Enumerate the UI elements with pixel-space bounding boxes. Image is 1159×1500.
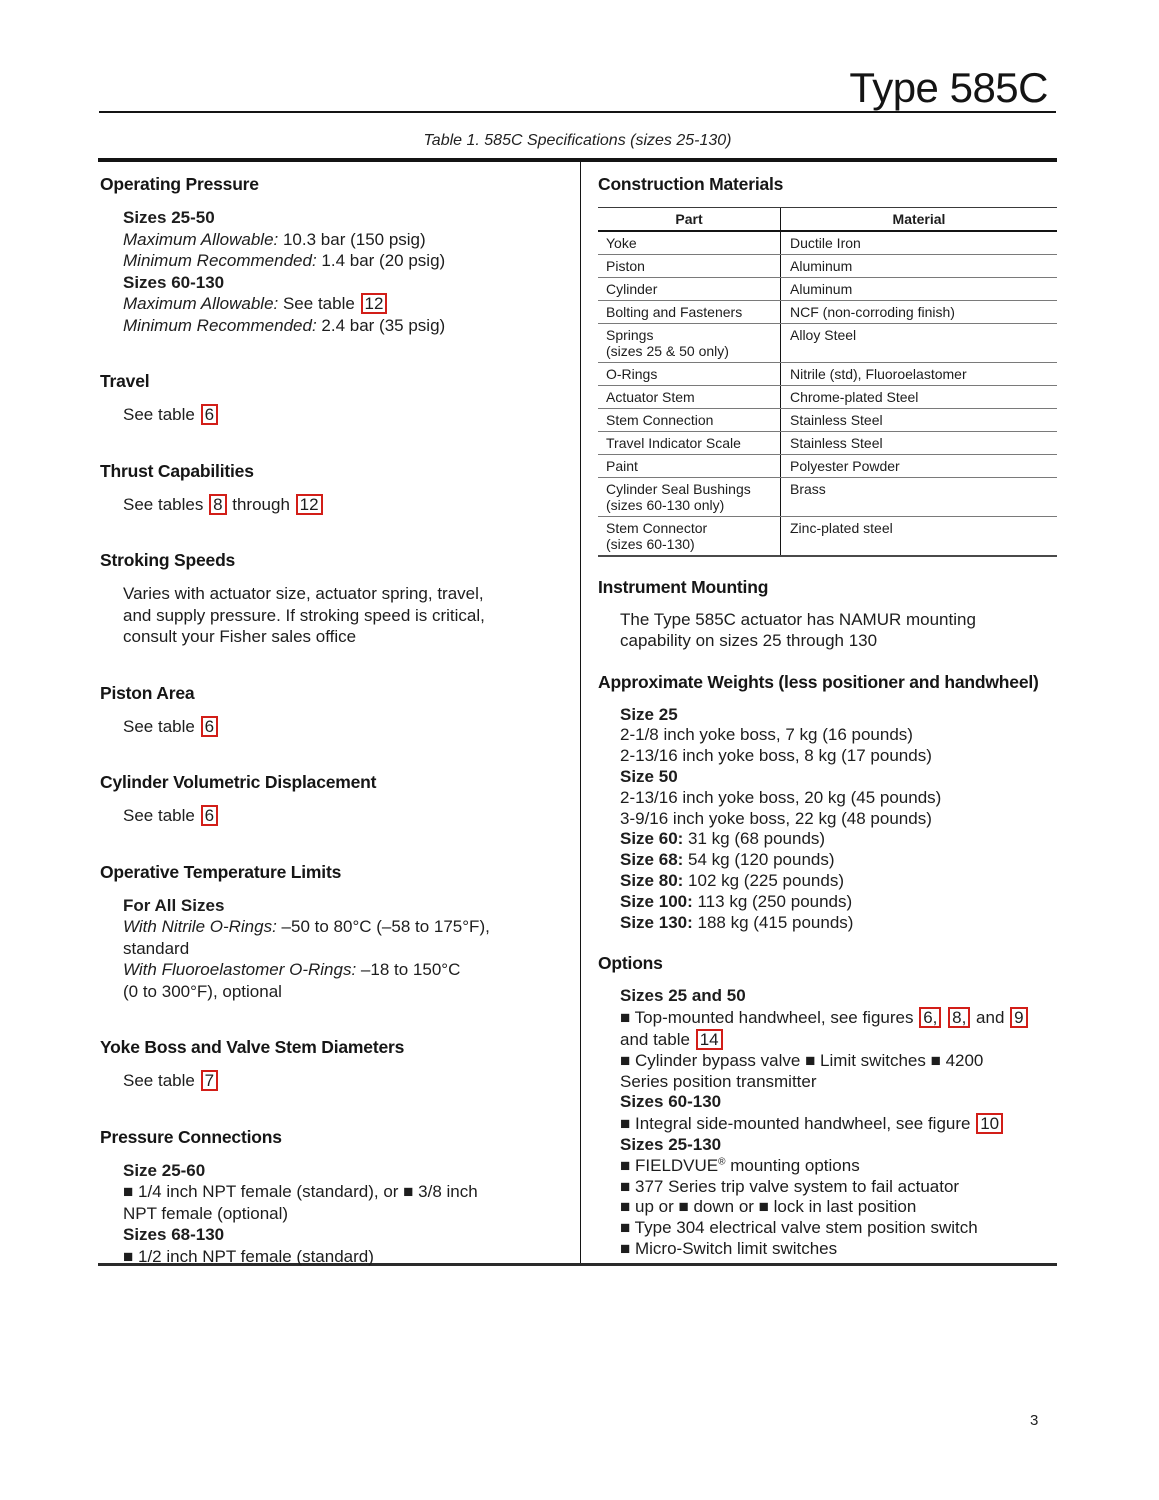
text-span: 2-13/16 inch yoke boss, 20 kg (45 pounds): [620, 787, 942, 807]
text-line: [123, 916, 562, 938]
part-line: Stem Connector: [606, 520, 708, 536]
text-span: 2.4 bar (35 psig): [316, 315, 446, 335]
bold-text: Size 25-60: [123, 1160, 206, 1180]
header-rule: [99, 111, 1056, 113]
cross-reference-link[interactable]: 14: [696, 1029, 723, 1050]
cross-reference-link[interactable]: 6,: [919, 1007, 941, 1028]
text-line: [620, 809, 1051, 830]
page-number: 3: [1030, 1412, 1039, 1429]
text-line: [620, 767, 1051, 788]
italic-text: With Nitrile O-Rings:: [123, 917, 277, 936]
cross-reference-link[interactable]: 8: [209, 494, 226, 515]
section-heading: Options: [598, 953, 663, 974]
part-cell: [598, 301, 780, 323]
page-title: Type 585C: [849, 64, 1048, 111]
section-body: [100, 895, 562, 1003]
text-span: 102 kg (225 pounds): [683, 870, 844, 890]
materials-row: [598, 517, 1057, 557]
text-span: (0 to 300°F), optional: [123, 981, 282, 1001]
text-line: [620, 1156, 1051, 1177]
text-line: [123, 626, 562, 648]
text-line: [620, 705, 1051, 726]
text-span: 10.3 bar (150 psig): [278, 229, 426, 249]
text-line: [123, 272, 562, 294]
part-line: Actuator Stem: [606, 389, 695, 405]
part-cell: [598, 324, 780, 362]
text-span: 54 kg (120 pounds): [683, 850, 835, 870]
text-span: ■ Type 304 electrical valve stem position switch: [620, 1218, 978, 1238]
material-cell: NCF (non-corroding finish): [780, 301, 1057, 323]
bold-text: Size 68:: [620, 850, 684, 870]
material-cell: Chrome-plated Steel: [780, 386, 1057, 408]
text-span: 3-9/16 inch yoke boss, 22 kg (48 pounds): [620, 808, 932, 828]
cross-reference-link[interactable]: 9: [1010, 1007, 1027, 1028]
spec-section: [100, 683, 562, 738]
registered-trademark-symbol: ®: [718, 1156, 726, 1168]
spec-section: [598, 577, 1051, 652]
section-body: [100, 1070, 562, 1092]
text-span: NPT female (optional): [123, 1203, 289, 1223]
part-line: (sizes 25 & 50 only): [606, 343, 729, 359]
text-span: See table: [123, 806, 200, 825]
material-cell: Stainless Steel: [780, 409, 1057, 431]
text-line: [620, 1135, 1051, 1156]
part-cell: [598, 386, 780, 408]
text-span: Series position transmitter: [620, 1071, 817, 1091]
bold-text: Size 60:: [620, 829, 684, 849]
text-line: [123, 293, 562, 315]
section-body: [100, 716, 562, 738]
text-line: [123, 1070, 562, 1092]
text-span: ■ 377 Series trip valve system to fail actuator: [620, 1176, 960, 1196]
text-span: ■ up or ■ down or ■ lock in last position: [620, 1197, 917, 1217]
section-body: [100, 494, 562, 516]
spec-section: [100, 550, 562, 648]
spec-section: [598, 672, 1051, 934]
materials-header-row: [598, 208, 1057, 232]
text-line: [620, 1092, 1051, 1113]
section-body: [100, 805, 562, 827]
text-line: [123, 716, 562, 738]
text-span: [942, 1008, 947, 1027]
bold-text: Size 25: [620, 704, 678, 724]
text-line: [123, 1203, 562, 1225]
text-span: ■ Top-mounted handwheel, see figures: [620, 1008, 919, 1028]
text-line: [123, 959, 562, 981]
section-body: [598, 986, 1051, 1259]
bold-text: Size 130:: [620, 912, 693, 932]
materials-row: [598, 255, 1057, 278]
material-cell: Polyester Powder: [780, 455, 1057, 477]
section-heading: Operative Temperature Limits: [100, 861, 342, 882]
text-line: [620, 1007, 1051, 1029]
section-heading: Pressure Connections: [100, 1126, 282, 1147]
text-span: consult your Fisher sales office: [123, 627, 357, 646]
bold-text: Sizes 60-130: [123, 272, 225, 292]
text-span: mounting options: [725, 1155, 860, 1175]
part-line: Yoke: [606, 235, 637, 251]
materials-table: [598, 207, 1057, 557]
spec-section: [100, 461, 562, 516]
column-divider: [580, 162, 581, 1263]
text-span: standard: [123, 938, 190, 958]
text-line: [123, 938, 562, 960]
material-cell: Aluminum: [780, 278, 1057, 300]
text-line: [620, 725, 1051, 746]
text-line: [620, 986, 1051, 1007]
cross-reference-link[interactable]: 8,: [948, 1007, 970, 1028]
part-line: (sizes 60-130 only): [606, 497, 725, 513]
text-span: See table: [278, 294, 360, 313]
text-span: 188 kg (415 pounds): [692, 912, 854, 932]
text-span: 31 kg (68 pounds): [683, 829, 826, 849]
part-line: Stem Connection: [606, 412, 714, 428]
section-heading: Stroking Speeds: [100, 550, 236, 570]
bold-text: Size 50: [620, 766, 678, 786]
material-cell: Ductile Iron: [780, 232, 1057, 254]
text-line: [620, 746, 1051, 767]
italic-text: With Fluoroelastomer O-Rings:: [123, 960, 357, 979]
materials-row: [598, 478, 1057, 517]
text-span: –50 to 80°C (–58 to 175°F),: [276, 917, 490, 936]
cross-reference-link[interactable]: 6: [201, 805, 218, 826]
section-heading: Cylinder Volumetric Displacement: [100, 772, 377, 792]
materials-row: [598, 363, 1057, 386]
section-heading: Approximate Weights (less positioner and handwheel): [598, 671, 1039, 692]
material-cell: Nitrile (std), Fluoroelastomer: [780, 363, 1057, 385]
part-column-header: Part: [675, 211, 703, 227]
part-line: Springs: [606, 327, 654, 343]
part-line: (sizes 60-130): [606, 536, 695, 552]
material-cell: Brass: [780, 478, 1057, 516]
spec-section: [100, 371, 562, 426]
material-cell: Alloy Steel: [780, 324, 1057, 362]
text-span: and: [971, 1008, 1010, 1028]
italic-text: Maximum Allowable:: [123, 294, 279, 313]
text-line: [620, 1113, 1051, 1135]
spec-section: [100, 862, 562, 1003]
cross-reference-link[interactable]: 6: [201, 404, 218, 425]
italic-text: Minimum Recommended:: [123, 251, 317, 270]
text-line: [123, 229, 562, 251]
materials-row: [598, 409, 1057, 432]
part-cell: [598, 255, 780, 277]
section-heading: Thrust Capabilities: [100, 460, 254, 481]
material-cell: Stainless Steel: [780, 432, 1057, 454]
table-caption: Table 1. 585C Specifications (sizes 25-130): [423, 132, 732, 149]
part-cell: [598, 432, 780, 454]
part-cell: [598, 517, 780, 555]
section-heading: Travel: [100, 371, 150, 391]
text-line: [620, 1239, 1051, 1260]
materials-row: [598, 232, 1057, 255]
cross-reference-link[interactable]: 7: [201, 1070, 218, 1091]
text-line: [123, 207, 562, 229]
text-line: [620, 788, 1051, 809]
specifications-table: [98, 158, 1057, 1266]
text-span: through: [227, 494, 295, 514]
material-cell: Aluminum: [780, 255, 1057, 277]
text-span: –18 to 150°C: [356, 960, 461, 979]
materials-row: [598, 278, 1057, 301]
text-span: 2-13/16 inch yoke boss, 8 kg (17 pounds): [620, 746, 932, 766]
bold-text: Size 80:: [620, 870, 684, 890]
section-body: [100, 583, 562, 648]
text-line: [620, 1029, 1051, 1051]
text-span: See tables: [123, 494, 209, 514]
text-span: ■ Cylinder bypass valve ■ Limit switches ■ 4200: [620, 1050, 984, 1070]
left-column: [98, 162, 580, 1302]
spec-section: [100, 772, 562, 827]
text-line: [123, 1181, 562, 1203]
section-heading: Instrument Mounting: [598, 577, 769, 597]
text-span: ■ 1/2 inch NPT female (standard): [123, 1246, 374, 1266]
section-body: [598, 705, 1051, 934]
part-line: Travel Indicator Scale: [606, 435, 741, 451]
bold-text: For All Sizes: [123, 895, 225, 915]
text-span: ■ Integral side-mounted handwheel, see figure: [620, 1114, 976, 1134]
bold-text: Sizes 25-50: [123, 208, 215, 227]
material-column-header: Material: [780, 208, 1057, 230]
text-line: [123, 605, 562, 627]
text-line: [123, 315, 562, 337]
text-span: ■ Micro-Switch limit switches: [620, 1238, 838, 1258]
part-cell: [598, 409, 780, 431]
text-line: [620, 871, 1051, 892]
text-line: [620, 1051, 1051, 1072]
part-line: Bolting and Fasteners: [606, 304, 743, 320]
text-line: [123, 250, 562, 272]
section-body: [100, 404, 562, 426]
italic-text: Maximum Allowable:: [123, 229, 279, 249]
text-line: [123, 805, 562, 827]
spec-section: [598, 953, 1051, 1259]
part-cell: [598, 232, 780, 254]
right-column: [581, 162, 1057, 1280]
spec-section-construction-materials: [598, 174, 1051, 557]
section-heading: Piston Area: [100, 682, 195, 703]
text-span: See table: [123, 1071, 200, 1090]
bold-text: Sizes 25 and 50: [620, 986, 746, 1006]
spec-section: [100, 174, 562, 336]
text-line: [620, 631, 1051, 652]
text-line: [620, 1072, 1051, 1093]
part-line: Piston: [606, 258, 645, 274]
cross-reference-link[interactable]: 12: [361, 293, 388, 314]
italic-text: Minimum Recommended:: [123, 315, 317, 335]
text-span: See table: [123, 716, 200, 736]
part-cell: [598, 455, 780, 477]
cross-reference-link[interactable]: 10: [976, 1113, 1003, 1134]
section-body: [100, 1160, 562, 1268]
part-line: Paint: [606, 458, 638, 474]
materials-row: [598, 455, 1057, 478]
text-line: [620, 913, 1051, 934]
materials-row: [598, 301, 1057, 324]
text-line: [123, 404, 562, 426]
text-line: [620, 1197, 1051, 1218]
section-body: [100, 207, 562, 336]
text-line: [620, 1177, 1051, 1198]
part-line: Cylinder: [606, 281, 658, 297]
cross-reference-link[interactable]: 6: [201, 716, 218, 737]
material-cell: Zinc-plated steel: [780, 517, 1057, 555]
part-cell: [598, 278, 780, 300]
text-span: ■ 1/4 inch NPT female (standard), or ■ 3/8 inch: [123, 1182, 478, 1201]
text-line: [620, 892, 1051, 913]
section-heading: Construction Materials: [598, 174, 784, 194]
materials-row: [598, 324, 1057, 363]
text-span: ■ FIELDVUE: [620, 1155, 719, 1175]
text-line: [123, 1160, 562, 1182]
text-span: 113 kg (250 pounds): [692, 891, 853, 911]
bold-text: Sizes 25-130: [620, 1134, 722, 1154]
bold-text: Size 100:: [620, 891, 693, 911]
text-line: [123, 895, 562, 917]
text-span: 1.4 bar (20 psig): [316, 251, 446, 270]
text-span: Varies with actuator size, actuator spring, travel,: [123, 584, 484, 603]
text-line: [620, 850, 1051, 871]
section-body: [598, 610, 1051, 652]
text-span: The Type 585C actuator has NAMUR mounting: [620, 610, 976, 629]
text-span: See table: [123, 405, 200, 424]
text-span: capability on sizes 25 through 130: [620, 630, 878, 650]
spec-section: [100, 1037, 562, 1092]
cross-reference-link[interactable]: 12: [296, 494, 323, 515]
text-line: [620, 1218, 1051, 1239]
materials-row: [598, 386, 1057, 409]
section-heading: Operating Pressure: [100, 174, 259, 194]
text-line: [620, 610, 1051, 631]
bold-text: Sizes 60-130: [620, 1092, 722, 1112]
part-line: Cylinder Seal Bushings: [606, 481, 751, 497]
text-span: 2-1/8 inch yoke boss, 7 kg (16 pounds): [620, 725, 913, 745]
bold-text: Sizes 68-130: [123, 1225, 225, 1244]
text-line: [123, 1224, 562, 1246]
text-line: [123, 981, 562, 1003]
text-line: [123, 494, 562, 516]
materials-row: [598, 432, 1057, 455]
section-heading: Yoke Boss and Valve Stem Diameters: [100, 1037, 405, 1057]
text-line: [620, 829, 1051, 850]
part-line: O-Rings: [606, 366, 658, 382]
text-span: and supply pressure. If stroking speed is critical,: [123, 605, 485, 625]
part-cell: [598, 478, 780, 516]
text-line: [123, 583, 562, 605]
spec-section: [100, 1127, 562, 1268]
text-span: and table: [620, 1029, 695, 1049]
part-cell: [598, 363, 780, 385]
text-line: [123, 1246, 562, 1268]
